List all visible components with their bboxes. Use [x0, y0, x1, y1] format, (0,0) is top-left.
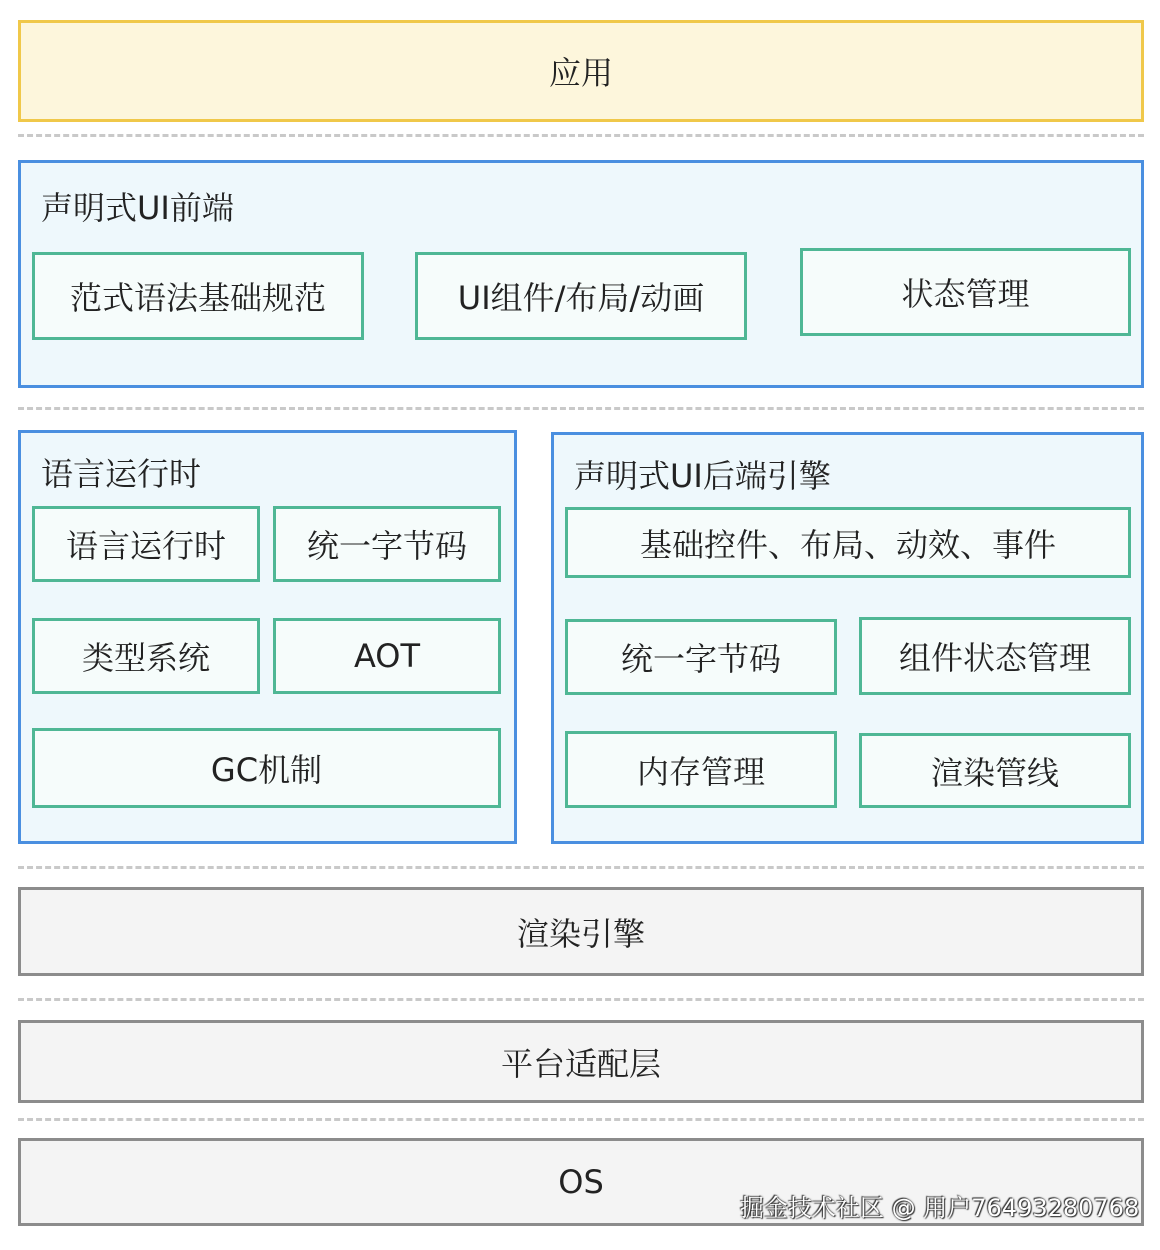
runtime-module-bytecode	[273, 506, 501, 582]
module-label: GC机制	[210, 751, 323, 789]
separator	[18, 998, 1144, 1001]
runtime-module-aot	[273, 618, 501, 694]
module-label: 统一字节码	[620, 640, 781, 678]
frontend-title: 声明式UI前端	[41, 189, 234, 227]
separator	[18, 407, 1144, 410]
app-layer	[18, 20, 1144, 122]
watermark: 掘金技术社区 @ 用户76493280768	[740, 1194, 1140, 1222]
separator	[18, 1118, 1144, 1121]
backend-module-pipeline	[859, 733, 1131, 808]
module-label: 内存管理	[636, 752, 765, 791]
backend-module-bytecode	[565, 619, 837, 695]
os-label: OS	[558, 1163, 604, 1201]
frontend-module-components	[415, 252, 747, 340]
frontend-module-syntax	[32, 252, 364, 340]
backend-module-memory	[565, 731, 837, 808]
frontend-module-state	[800, 248, 1131, 336]
render-engine-layer	[18, 887, 1144, 976]
module-label: 基础控件、布局、动效、事件	[639, 525, 1056, 564]
module-label: 组件状态管理	[898, 639, 1091, 677]
platform-adapter-layer	[18, 1020, 1144, 1103]
runtime-module-runtime	[32, 506, 260, 582]
module-label: 渲染管线	[930, 753, 1059, 792]
backend-module-widgets	[565, 507, 1131, 578]
backend-module-component-state	[859, 617, 1131, 695]
separator	[18, 866, 1144, 869]
module-label: AOT	[353, 637, 421, 675]
module-label: 类型系统	[81, 639, 210, 677]
platform-adapter-label: 平台适配层	[500, 1044, 661, 1083]
backend-title: 声明式UI后端引擎	[574, 457, 831, 495]
runtime-module-gc	[32, 728, 501, 808]
render-engine-label: 渲染引擎	[516, 914, 645, 953]
runtime-title: 语言运行时	[41, 455, 202, 493]
module-label: 状态管理	[901, 275, 1030, 313]
runtime-module-type-system	[32, 618, 260, 694]
module-label: 范式语法基础规范	[69, 279, 326, 317]
separator	[18, 134, 1144, 137]
app-layer-label: 应用	[548, 54, 613, 92]
module-label: 统一字节码	[306, 527, 467, 565]
module-label: 语言运行时	[65, 527, 226, 565]
module-label: UI组件/布局/动画	[457, 279, 705, 317]
